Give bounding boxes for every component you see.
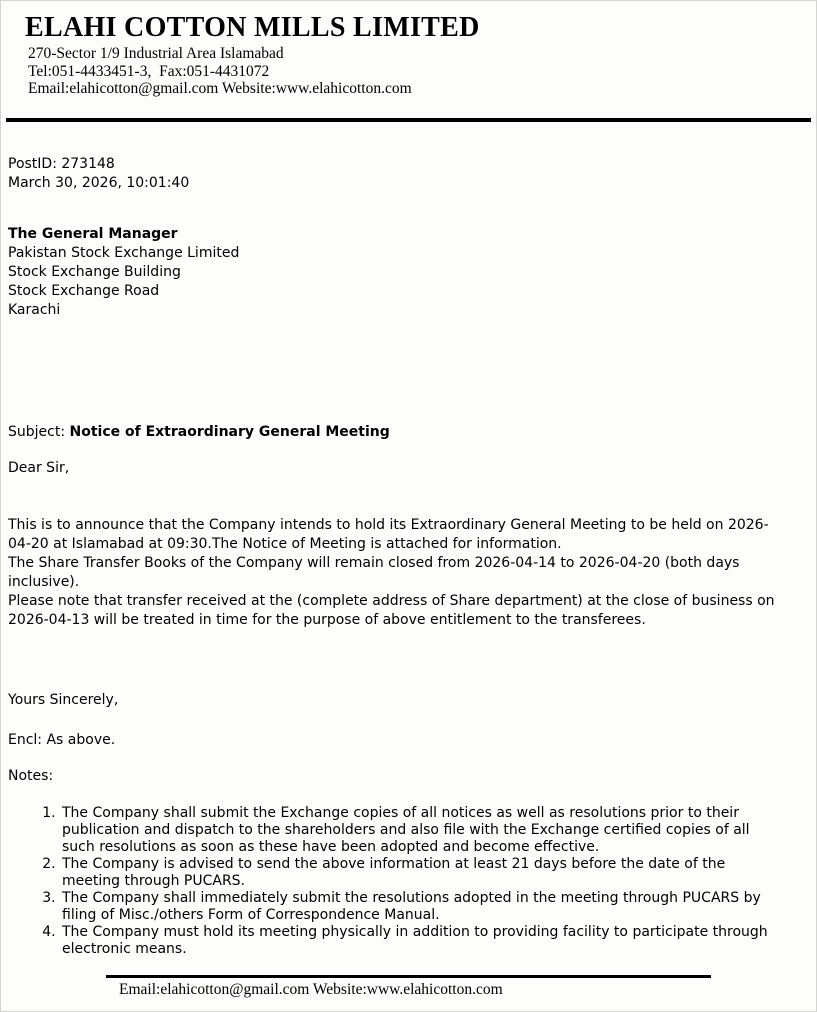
enclosure: Encl: As above. xyxy=(8,731,116,748)
letterhead-phone-fax: Tel:051-4433451-3, Fax:051-4431072 xyxy=(28,62,270,80)
letterhead xyxy=(1,1,816,98)
note-item: 4. The Company must hold its meeting physically in addition to providing facility to participate through electronic means. xyxy=(60,924,781,958)
paragraph-sentence: The Share Transfer Books of the Company will remain closed from 2026-04-14 to 2026-04-20 (both days inclusive). xyxy=(8,554,740,590)
closing: Yours Sincerely, xyxy=(8,691,119,708)
subject-line xyxy=(8,423,781,442)
footer-email-website: Email:elahicotton@gmail.com Website:www.elahicotton.com xyxy=(119,981,503,998)
recipient-line: Stock Exchange Road xyxy=(8,282,160,299)
paragraph-sentence: This is to announce that the Company intends to hold its Extraordinary General Meeting to be held on 2026-04-20 at Islamabad at 09:30.The Notice of Meeting is attached for information. xyxy=(8,516,769,552)
letter-body xyxy=(1,155,816,958)
announcement-paragraph xyxy=(8,516,781,649)
post-meta xyxy=(8,155,781,193)
post-datetime: March 30, 2026, 10:01:40 xyxy=(8,174,190,191)
notes-list xyxy=(8,805,781,958)
note-item: 3. The Company shall immediately submit the resolutions adopted in the meeting through PUCARS by filing of Misc./others Form of Correspondence Manual. xyxy=(60,890,781,924)
letterhead-divider-rule xyxy=(6,118,811,122)
paragraph-sentence: Please note that transfer received at the (complete address of Share department) at the close of business on 2026-04-13 will be treated in time for the purpose of above entitlement to the transferees. xyxy=(8,592,775,628)
post-id: PostID: 273148 xyxy=(8,155,115,172)
recipient-address xyxy=(8,225,781,320)
notes-heading: Notes: xyxy=(8,767,54,784)
note-item: 2. The Company is advised to send the above information at least 21 days before the date of the meeting through PUCARS. xyxy=(60,856,781,890)
subject-title: Notice of Extraordinary General Meeting xyxy=(69,423,390,440)
note-item: 1. The Company shall submit the Exchange copies of all notices as well as resolutions prior to their publication and dispatch to the shareholders and also file with the Exchange certified copies of all such resolutions as soon as these have been adopted and become effective. xyxy=(60,805,781,856)
company-name: ELAHI COTTON MILLS LIMITED xyxy=(25,12,480,43)
recipient-line: Pakistan Stock Exchange Limited xyxy=(8,244,240,261)
recipient-title: The General Manager xyxy=(8,225,178,242)
page-footer xyxy=(106,975,711,999)
salutation: Dear Sir, xyxy=(8,459,70,476)
letterhead-email-website: Email:elahicotton@gmail.com Website:www.elahicotton.com xyxy=(28,80,412,97)
subject-label: Subject: xyxy=(8,423,66,440)
recipient-line: Stock Exchange Building xyxy=(8,263,181,280)
recipient-line: Karachi xyxy=(8,301,61,318)
letterhead-address: 270-Sector 1/9 Industrial Area Islamabad xyxy=(28,45,284,62)
